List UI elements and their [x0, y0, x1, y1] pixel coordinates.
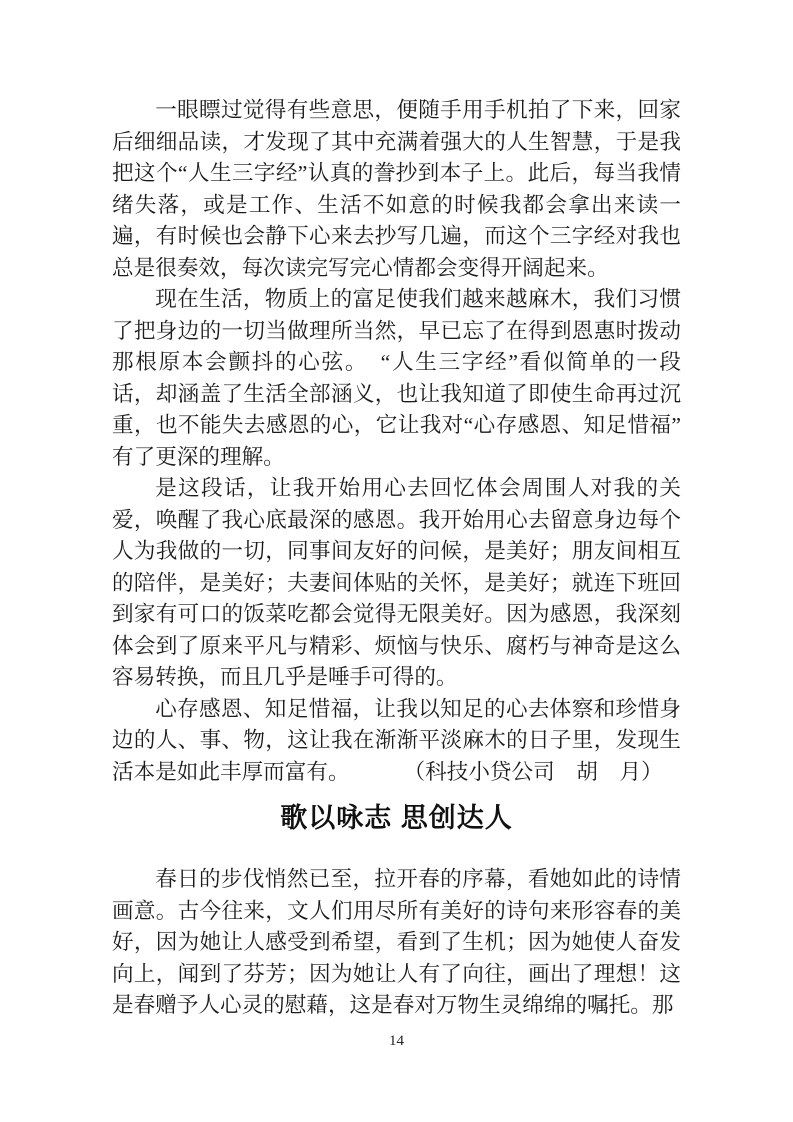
article-body: [112, 95, 681, 1022]
paragraph-1: 一眼瞟过觉得有些意思，便随手用手机拍了下来，回家后细细品读，才发现了其中充满着强大的人生智慧，于是我把这个“人生三字经”认真的誊抄到本子上。此后，每当我情绪失落，或是工作、生活不如意的时候我都会拿出来读一遍，有时候也会静下心来去抄写几遍，而这个三字经对我也总是很奏效，每次读完写完心情都会变得开阔起来。: [112, 98, 681, 280]
article-title: 歌以咏志 思创达人: [280, 803, 513, 833]
author-attribution: （科技小贷公司 胡 月）: [414, 759, 663, 784]
page-number: 14: [389, 1033, 404, 1049]
paragraph-3: 是这段话，让我开始用心去回忆体会周围人对我的关爱，唤醒了我心底最深的感恩。我开始用心去留意身边每个人为我做的一切，同事间友好的问候，是美好；朋友间相互的陪伴，是美好；夫妻间体贴的关怀，是美好；就连下班回到家有可口的饭菜吃都会觉得无限美好。因为感恩，我深刻体会到了原来平凡与精彩、烦恼与快乐、腐朽与神奇是这么容易转换，而且几乎是唾手可得的。: [112, 476, 681, 689]
paragraph-5: 春日的步伐悄然已至，拉开春的序幕，看她如此的诗情画意。古今往来，文人们用尽所有美好的诗句来形容春的美好，因为她让人感受到希望，看到了生机；因为她使人奋发向上，闻到了芬芳；因为她让人有了向往，画出了理想！这是春赠予人心灵的慰藉，这是春对万物生灵绵绵的嘱托。那: [112, 867, 681, 1017]
paragraph-4-text: 心存感恩、知足惜福，让我以知足的心去体察和珍惜身边的人、事、物，这让我在渐渐平淡麻木的日子里，发现生活本是如此丰厚而富有。: [112, 696, 681, 784]
paragraph-2: 现在生活，物质上的富足使我们越来越麻木，我们习惯了把身边的一切当做理所当然，早已忘了在得到恩惠时拨动那根原本会颤抖的心弦。 “人生三字经”看似简单的一段话，却涵盖了生活全部涵义，也让我知道了即使生命再过沉重，也不能失去感恩的心，它让我对“心存感恩、知足惜福”有了更深的理解。: [112, 287, 681, 469]
paragraph-4: [112, 694, 681, 789]
